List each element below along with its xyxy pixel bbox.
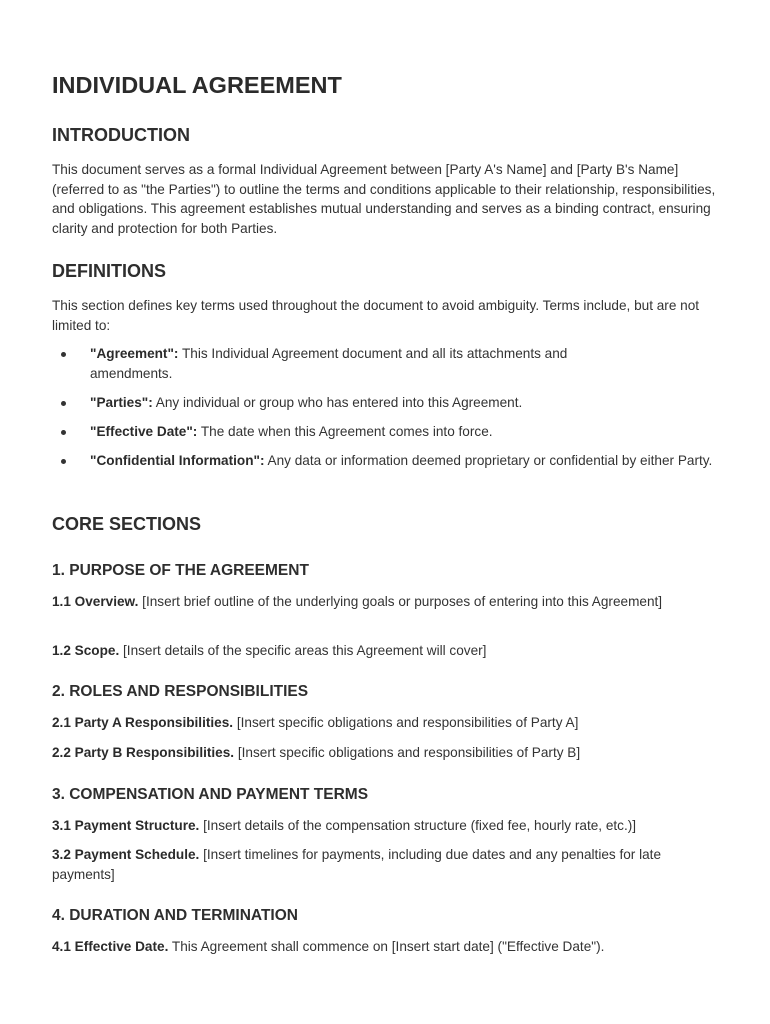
bullet-icon xyxy=(61,430,66,435)
core-sections-heading: CORE SECTIONS xyxy=(52,514,202,534)
clause-label: 1.2 Scope. xyxy=(52,643,120,658)
clause-label: 3.2 Payment Schedule. xyxy=(52,847,200,862)
clause-label: 2.2 Party B Responsibilities. xyxy=(52,745,235,760)
clause-text: [Insert specific obligations and responsibilities of Party B] xyxy=(234,745,581,760)
clause xyxy=(52,641,722,661)
clause xyxy=(52,816,722,836)
term: "Agreement": xyxy=(90,346,179,361)
section-heading: 4. DURATION AND TERMINATION xyxy=(52,907,298,924)
clause-text: This Agreement shall commence on [Insert start date] ("Effective Date"). xyxy=(168,939,605,954)
clause-text: [Insert specific obligations and responsibilities of Party A] xyxy=(233,715,579,730)
term: "Confidential Information": xyxy=(90,453,265,468)
definitions-heading: DEFINITIONS xyxy=(52,261,167,281)
list-item xyxy=(90,393,730,413)
bullet-icon xyxy=(61,352,66,357)
clause xyxy=(52,592,682,612)
clause-label: 2.1 Party A Responsibilities. xyxy=(52,715,234,730)
clause xyxy=(52,743,722,763)
term-definition: The date when this Agreement comes into force. xyxy=(197,424,493,439)
introduction-text: This document serves as a formal Individual Agreement between [Party A's Name] and [Party B's Name] (referred to as "the Parties") to outline the terms and conditions applicable to their relationship, responsibilities, and obligations. This agreement establishes mutual understanding and serves as a binding contract, ensuring clarity and protection for both Parties. xyxy=(52,162,716,236)
section-heading: 3. COMPENSATION AND PAYMENT TERMS xyxy=(52,786,369,803)
bullet-icon xyxy=(61,401,66,406)
term: "Parties": xyxy=(90,395,153,410)
clause xyxy=(52,713,722,733)
clause-text: [Insert details of the specific areas this Agreement will cover] xyxy=(119,643,487,658)
clause-label: 3.1 Payment Structure. xyxy=(52,818,200,833)
term-definition: Any individual or group who has entered into this Agreement. xyxy=(152,395,523,410)
clause-text: [Insert brief outline of the underlying goals or purposes of entering into this Agreement] xyxy=(138,594,663,609)
section-heading: 1. PURPOSE OF THE AGREEMENT xyxy=(52,562,309,579)
term-definition: This Individual Agreement document and all its attachments and amendments. xyxy=(90,346,568,381)
section-heading: 2. ROLES AND RESPONSIBILITIES xyxy=(52,683,309,700)
clause-text: [Insert details of the compensation structure (fixed fee, hourly rate, etc.)] xyxy=(199,818,637,833)
clause-text: [Insert timelines for payments, including due dates and any penalties for late payments] xyxy=(52,847,662,882)
list-item xyxy=(90,451,725,471)
clause-label: 1.1 Overview. xyxy=(52,594,139,609)
term-definition: Any data or information deemed proprietary or confidential by either Party. xyxy=(264,453,713,468)
clause xyxy=(52,937,722,957)
document-title: INDIVIDUAL AGREEMENT xyxy=(52,72,342,98)
bullet-icon xyxy=(61,459,66,464)
term: "Effective Date": xyxy=(90,424,198,439)
clause xyxy=(52,845,722,884)
list-item xyxy=(90,422,730,442)
clause-label: 4.1 Effective Date. xyxy=(52,939,169,954)
list-item xyxy=(90,344,650,383)
introduction-heading: INTRODUCTION xyxy=(52,125,190,145)
definitions-text: This section defines key terms used throughout the document to avoid ambiguity. Terms include, but are not limited to: xyxy=(52,298,700,333)
